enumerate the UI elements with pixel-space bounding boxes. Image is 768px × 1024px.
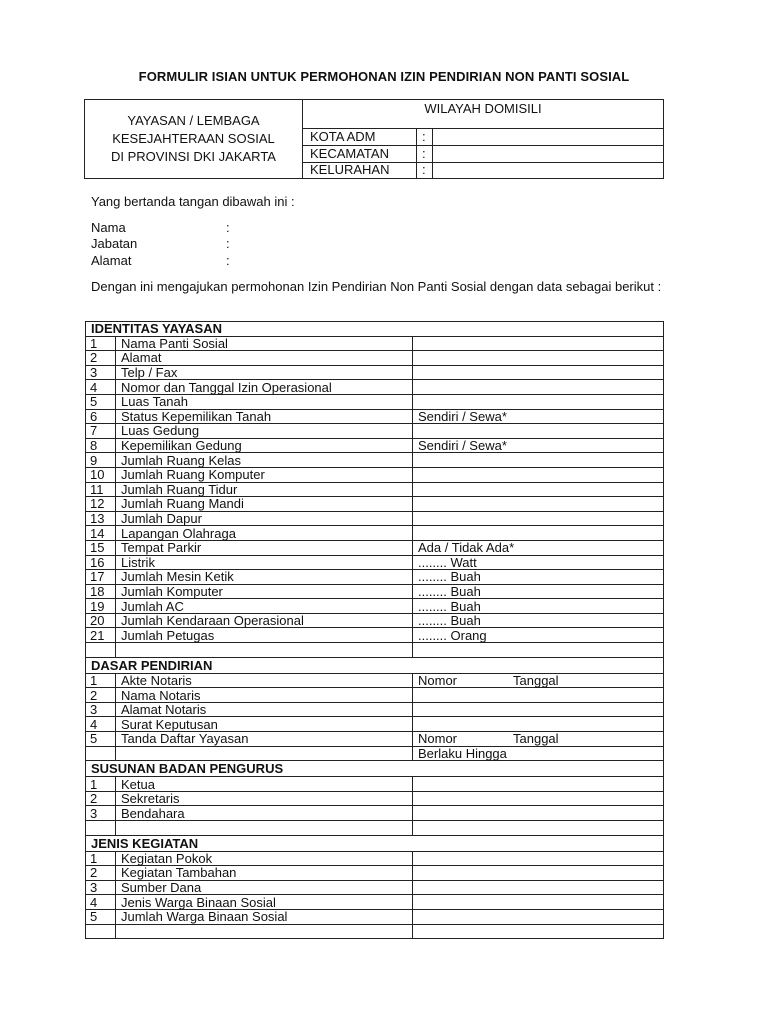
- row-number: 13: [86, 511, 116, 526]
- table-row: [86, 673, 664, 688]
- kelurahan-colon: :: [422, 162, 426, 177]
- header-box: [84, 99, 664, 179]
- table-row: [86, 821, 664, 836]
- row-value[interactable]: [413, 895, 664, 910]
- table-row: [86, 438, 664, 453]
- row-label: Nama Panti Sosial: [116, 336, 413, 351]
- row-value[interactable]: [413, 526, 664, 541]
- row-number: 21: [86, 628, 116, 643]
- row-number: 4: [86, 895, 116, 910]
- org-line-3: DI PROVINSI DKI JAKARTA: [111, 149, 276, 164]
- row-number: 2: [86, 866, 116, 881]
- row-number: 4: [86, 380, 116, 395]
- row-number: 1: [86, 673, 116, 688]
- table-row: [86, 791, 664, 806]
- table-row: [86, 777, 664, 792]
- row-value[interactable]: [413, 924, 664, 939]
- row-value[interactable]: [413, 365, 664, 380]
- row-label: Kepemilikan Gedung: [116, 438, 413, 453]
- table-row: [86, 746, 664, 761]
- section-kegiatan: [86, 835, 664, 851]
- row-label: Jumlah Dapur: [116, 511, 413, 526]
- row-number: 3: [86, 806, 116, 821]
- table-row: [86, 702, 664, 717]
- row-value[interactable]: [413, 336, 664, 351]
- row-number: 3: [86, 365, 116, 380]
- kota-row[interactable]: [303, 129, 663, 146]
- kecamatan-label: KECAMATAN: [310, 146, 389, 161]
- row-label: Tanda Daftar Yayasan: [116, 732, 413, 747]
- table-row: [86, 482, 664, 497]
- row-value[interactable]: Sendiri / Sewa*: [413, 409, 664, 424]
- kelurahan-label: KELURAHAN: [310, 162, 390, 177]
- row-value[interactable]: [413, 453, 664, 468]
- section-susunan-cell: SUSUNAN BADAN PENGURUS: [86, 761, 664, 777]
- row-value[interactable]: [413, 777, 664, 792]
- row-value[interactable]: ........ Watt: [413, 555, 664, 570]
- table-row: [86, 409, 664, 424]
- row-value[interactable]: [413, 866, 664, 881]
- berlaku-cell[interactable]: Berlaku Hingga: [413, 746, 664, 761]
- row-label: Sumber Dana: [116, 880, 413, 895]
- table-row: [86, 453, 664, 468]
- nama-label: Nama: [91, 220, 126, 235]
- row-label: Status Kepemilikan Tanah: [116, 409, 413, 424]
- table-row: [86, 866, 664, 881]
- tanggal-text: Tanggal: [513, 731, 559, 747]
- nomor-text: Nomor: [418, 731, 458, 747]
- row-value[interactable]: [413, 394, 664, 409]
- data-table: [85, 321, 664, 939]
- row-label: Tempat Parkir: [116, 540, 413, 555]
- alamat-colon[interactable]: :: [226, 253, 230, 268]
- row-label: Sekretaris: [116, 791, 413, 806]
- row-value[interactable]: [413, 467, 664, 482]
- row-label: Bendahara: [116, 806, 413, 821]
- row-label: [116, 643, 413, 658]
- kecamatan-row[interactable]: [303, 146, 663, 163]
- tanggal-text: Tanggal: [513, 672, 559, 688]
- table-row: [86, 880, 664, 895]
- nomor-text: Nomor: [418, 672, 458, 688]
- row-number: 12: [86, 497, 116, 512]
- row-value[interactable]: [413, 497, 664, 512]
- jabatan-colon[interactable]: :: [226, 236, 230, 251]
- row-label: Alamat: [116, 351, 413, 366]
- row-value[interactable]: [413, 424, 664, 439]
- organization-label: [85, 100, 303, 178]
- row-value[interactable]: [413, 717, 664, 732]
- table-row: [86, 511, 664, 526]
- row-label: Luas Gedung: [116, 424, 413, 439]
- row-number: 2: [86, 791, 116, 806]
- row-number: [86, 821, 116, 836]
- nama-colon[interactable]: :: [226, 220, 230, 235]
- row-value[interactable]: [413, 482, 664, 497]
- row-value[interactable]: [413, 351, 664, 366]
- row-label: [116, 746, 413, 761]
- row-label: Telp / Fax: [116, 365, 413, 380]
- row-value[interactable]: [413, 806, 664, 821]
- form-title: FORMULIR ISIAN UNTUK PERMOHONAN IZIN PENDIRIAN NON PANTI SOSIAL: [138, 69, 630, 84]
- table-row: [86, 628, 664, 643]
- table-row: [86, 555, 664, 570]
- row-number: 18: [86, 584, 116, 599]
- kota-label: KOTA ADM: [310, 129, 376, 144]
- row-label: Nama Notaris: [116, 688, 413, 703]
- row-number: 14: [86, 526, 116, 541]
- row-label: Jumlah AC: [116, 599, 413, 614]
- section-identitas-cell: IDENTITAS YAYASAN: [86, 322, 664, 337]
- row-value[interactable]: [413, 732, 664, 747]
- row-value[interactable]: ........ Buah: [413, 584, 664, 599]
- alamat-label: Alamat: [91, 253, 132, 268]
- row-label: Surat Keputusan: [116, 717, 413, 732]
- row-number: 15: [86, 540, 116, 555]
- row-number: 7: [86, 424, 116, 439]
- row-number: 2: [86, 351, 116, 366]
- row-number: [86, 924, 116, 939]
- table-row: [86, 851, 664, 866]
- row-value[interactable]: [413, 851, 664, 866]
- section-kegiatan-cell: JENIS KEGIATAN: [86, 835, 664, 851]
- row-label: Jumlah Mesin Ketik: [116, 570, 413, 585]
- table-row: [86, 584, 664, 599]
- table-row: [86, 351, 664, 366]
- table-row: [86, 540, 664, 555]
- row-number: 19: [86, 599, 116, 614]
- table-row: [86, 732, 664, 747]
- row-value[interactable]: [413, 380, 664, 395]
- row-number: 5: [86, 394, 116, 409]
- table-row: [86, 613, 664, 628]
- row-value[interactable]: [413, 821, 664, 836]
- table-row: [86, 806, 664, 821]
- table-row: [86, 526, 664, 541]
- table-row: [86, 467, 664, 482]
- row-number: 9: [86, 453, 116, 468]
- row-value[interactable]: Sendiri / Sewa*: [413, 438, 664, 453]
- row-number: 16: [86, 555, 116, 570]
- kota-colon: :: [422, 129, 426, 144]
- table-row: [86, 424, 664, 439]
- row-number: 3: [86, 880, 116, 895]
- row-number: 2: [86, 688, 116, 703]
- row-number: 11: [86, 482, 116, 497]
- row-label: Jumlah Ruang Tidur: [116, 482, 413, 497]
- request-paragraph: Dengan ini mengajukan permohonan Izin Pendirian Non Panti Sosial dengan data sebagai berikut :: [91, 279, 662, 294]
- row-value[interactable]: [413, 511, 664, 526]
- table-row: [86, 599, 664, 614]
- section-dasar: [86, 657, 664, 673]
- row-label: Kegiatan Pokok: [116, 851, 413, 866]
- row-label: Jumlah Ruang Kelas: [116, 453, 413, 468]
- row-number: 1: [86, 777, 116, 792]
- kecamatan-colon: :: [422, 146, 426, 161]
- row-number: 17: [86, 570, 116, 585]
- row-value[interactable]: [413, 909, 664, 924]
- row-number: 5: [86, 732, 116, 747]
- table-row: [86, 717, 664, 732]
- row-value[interactable]: Ada / Tidak Ada*: [413, 540, 664, 555]
- row-value[interactable]: ........ Orang: [413, 628, 664, 643]
- row-number: 6: [86, 409, 116, 424]
- row-value[interactable]: [413, 643, 664, 658]
- row-number: [86, 643, 116, 658]
- row-value[interactable]: ........ Buah: [413, 570, 664, 585]
- section-identitas: [86, 322, 664, 337]
- row-label: Nomor dan Tanggal Izin Operasional: [116, 380, 413, 395]
- row-number: 3: [86, 702, 116, 717]
- row-label: [116, 821, 413, 836]
- table-row: [86, 688, 664, 703]
- row-label: [116, 924, 413, 939]
- row-number: 1: [86, 851, 116, 866]
- intro-text: Yang bertanda tangan dibawah ini :: [91, 194, 295, 209]
- org-line-2: KESEJAHTERAAN SOSIAL: [112, 131, 275, 146]
- table-row: [86, 336, 664, 351]
- row-label: Jumlah Komputer: [116, 584, 413, 599]
- row-label: Jumlah Ruang Komputer: [116, 467, 413, 482]
- row-label: Ketua: [116, 777, 413, 792]
- table-row: [86, 497, 664, 512]
- org-line-1: YAYASAN / LEMBAGA: [127, 113, 260, 128]
- section-dasar-cell: DASAR PENDIRIAN: [86, 657, 664, 673]
- row-value[interactable]: [413, 702, 664, 717]
- section-susunan: [86, 761, 664, 777]
- table-row: [86, 924, 664, 939]
- row-number: 1: [86, 336, 116, 351]
- row-label: Kegiatan Tambahan: [116, 866, 413, 881]
- row-number: 10: [86, 467, 116, 482]
- row-number: 8: [86, 438, 116, 453]
- table-row: [86, 570, 664, 585]
- row-value[interactable]: ........ Buah: [413, 613, 664, 628]
- row-label: Jumlah Ruang Mandi: [116, 497, 413, 512]
- row-label: Lapangan Olahraga: [116, 526, 413, 541]
- row-label: Jumlah Petugas: [116, 628, 413, 643]
- row-value[interactable]: [413, 673, 664, 688]
- row-number: 4: [86, 717, 116, 732]
- row-value[interactable]: [413, 880, 664, 895]
- kelurahan-row[interactable]: [303, 162, 663, 178]
- row-label: Akte Notaris: [116, 673, 413, 688]
- row-value[interactable]: [413, 688, 664, 703]
- row-number: [86, 746, 116, 761]
- domicile-area: [303, 100, 663, 178]
- row-number: 20: [86, 613, 116, 628]
- row-value[interactable]: [413, 791, 664, 806]
- row-value[interactable]: ........ Buah: [413, 599, 664, 614]
- row-label: Jenis Warga Binaan Sosial: [116, 895, 413, 910]
- row-label: Jumlah Kendaraan Operasional: [116, 613, 413, 628]
- table-row: [86, 643, 664, 658]
- jabatan-label: Jabatan: [91, 236, 138, 251]
- row-label: Luas Tanah: [116, 394, 413, 409]
- table-row: [86, 909, 664, 924]
- row-label: Jumlah Warga Binaan Sosial: [116, 909, 413, 924]
- table-row: [86, 394, 664, 409]
- row-number: 5: [86, 909, 116, 924]
- table-row: [86, 380, 664, 395]
- row-label: Listrik: [116, 555, 413, 570]
- table-row: [86, 365, 664, 380]
- domicile-heading: WILAYAH DOMISILI: [303, 100, 663, 129]
- table-row: [86, 895, 664, 910]
- row-label: Alamat Notaris: [116, 702, 413, 717]
